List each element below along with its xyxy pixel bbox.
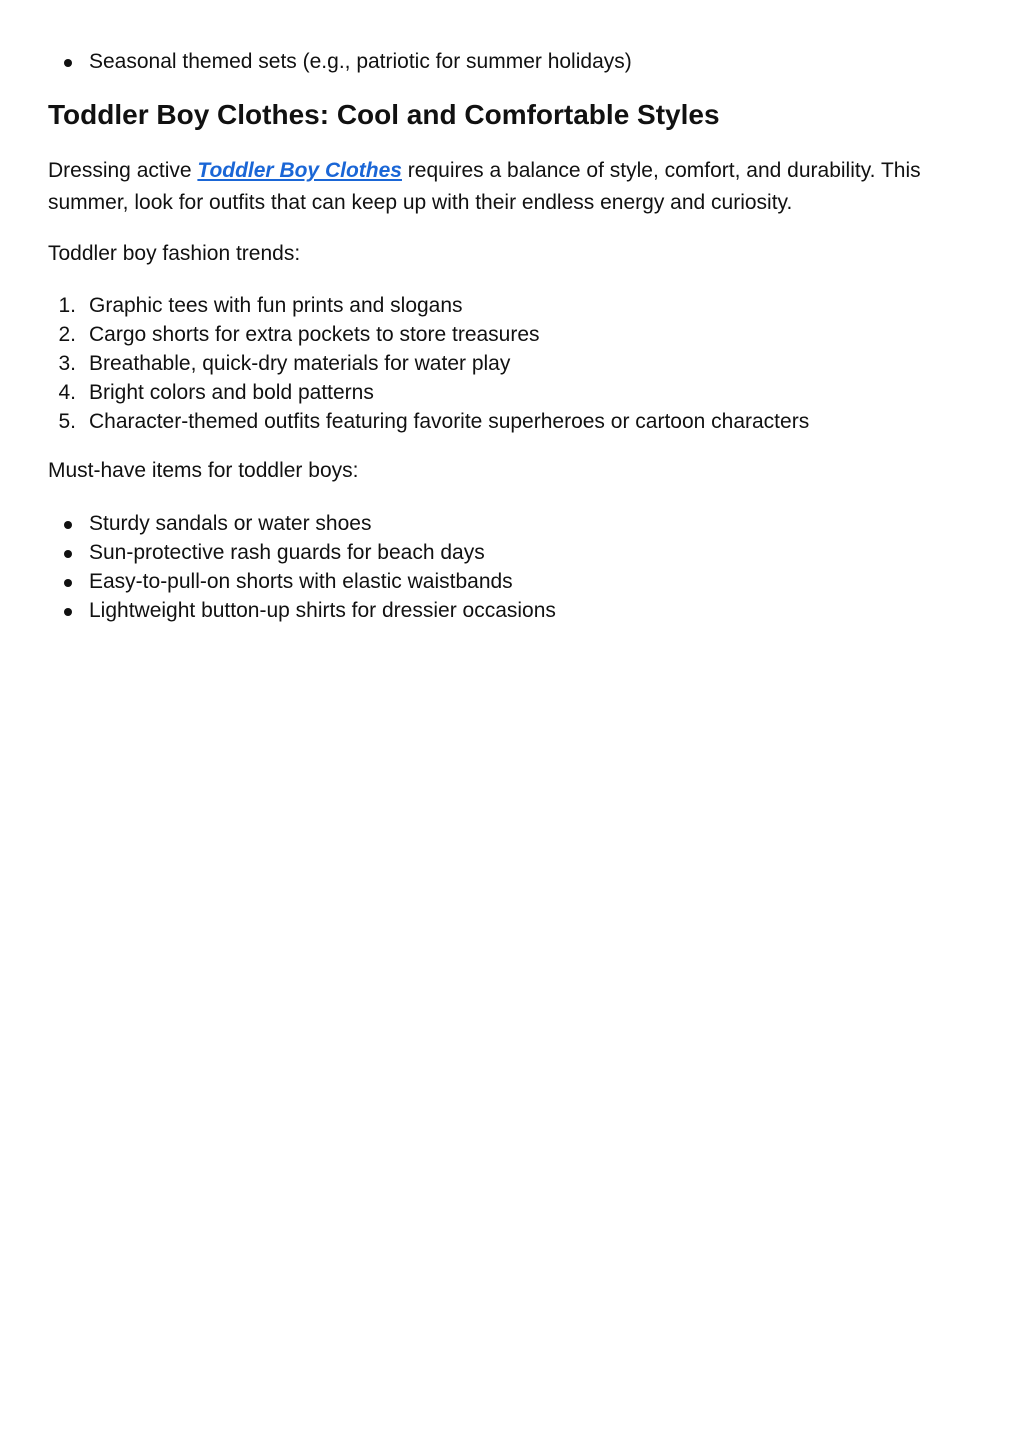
list-item-text: Character-themed outfits featuring favorite superheroes or cartoon characters bbox=[89, 410, 810, 433]
list-number: 5. bbox=[58, 410, 76, 433]
intro-paragraph bbox=[48, 155, 988, 219]
list-number: 1. bbox=[58, 294, 76, 317]
list-item: Easy-to-pull-on shorts with elastic waistbands bbox=[0, 567, 1024, 596]
list-item-text: Cargo shorts for extra pockets to store treasures bbox=[89, 323, 540, 346]
list-item-text: Graphic tees with fun prints and slogans bbox=[89, 294, 463, 317]
list-item: Sturdy sandals or water shoes bbox=[0, 509, 1024, 538]
must-have-bullet-list bbox=[0, 509, 1024, 625]
trends-label: Toddler boy fashion trends: bbox=[48, 242, 301, 265]
list-item-text: Bright colors and bold patterns bbox=[89, 381, 374, 404]
intro-text-before-link: Dressing active bbox=[48, 159, 198, 182]
list-item: Lightweight button-up shirts for dressier occasions bbox=[0, 596, 1024, 625]
trends-numbered-list bbox=[0, 291, 1024, 436]
must-have-label: Must-have items for toddler boys: bbox=[48, 459, 359, 482]
toddler-boy-clothes-link[interactable]: Toddler Boy Clothes bbox=[197, 159, 402, 182]
list-number: 3. bbox=[58, 352, 76, 375]
list-item bbox=[0, 349, 1024, 378]
list-item bbox=[0, 320, 1024, 349]
list-item: Sun-protective rash guards for beach days bbox=[0, 538, 1024, 567]
seasonal-bullet-list bbox=[0, 47, 1024, 76]
list-item bbox=[0, 291, 1024, 320]
list-item-text: Breathable, quick-dry materials for water play bbox=[89, 352, 511, 375]
intro-text-after-link: requires a balance of style, comfort, and durability. This summer, look for outfits that can keep up with their endless energy and curiosity. bbox=[48, 159, 921, 214]
list-number: 2. bbox=[58, 323, 76, 346]
list-number: 4. bbox=[58, 381, 76, 404]
list-item: Seasonal themed sets (e.g., patriotic for summer holidays) bbox=[0, 47, 1024, 76]
list-item bbox=[0, 378, 1024, 407]
section-heading: Toddler Boy Clothes: Cool and Comfortable Styles bbox=[48, 99, 720, 130]
list-item bbox=[0, 407, 1024, 436]
